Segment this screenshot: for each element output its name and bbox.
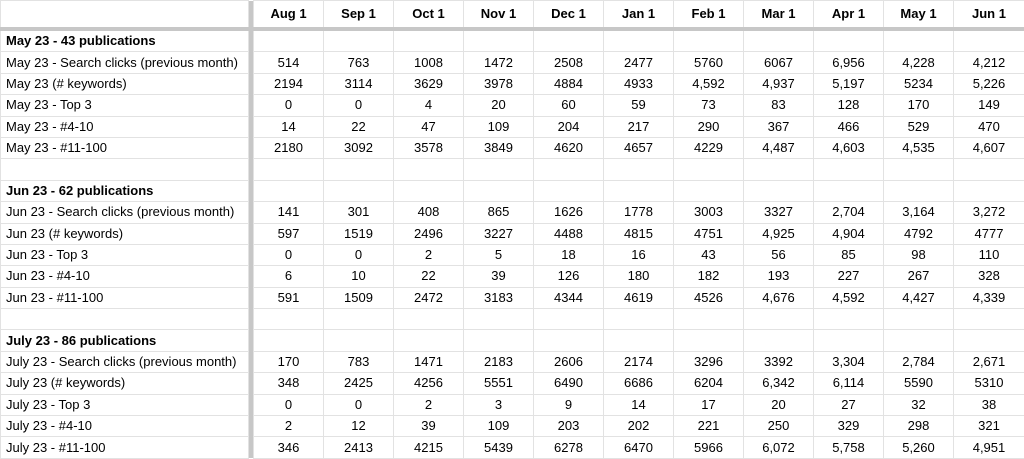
value-cell[interactable]: 6278 xyxy=(534,437,604,458)
value-cell[interactable]: 5,260 xyxy=(884,437,954,458)
value-cell[interactable]: 2425 xyxy=(324,373,394,394)
value-cell[interactable]: 4933 xyxy=(604,73,674,94)
value-cell[interactable]: 110 xyxy=(954,244,1024,265)
value-cell[interactable]: 4751 xyxy=(674,223,744,244)
value-cell[interactable]: 10 xyxy=(324,266,394,287)
value-cell[interactable]: 3183 xyxy=(464,287,534,308)
table-row xyxy=(1,202,1024,223)
value-cell[interactable]: 5 xyxy=(464,244,534,265)
value-cell[interactable]: 763 xyxy=(324,52,394,73)
value-cell[interactable]: 2174 xyxy=(604,351,674,372)
value-cell[interactable]: 3978 xyxy=(464,73,534,94)
value-cell[interactable]: 6470 xyxy=(604,437,674,458)
value-cell[interactable] xyxy=(884,180,954,201)
section-title-cell[interactable]: Jun 23 - 62 publications xyxy=(1,180,249,201)
value-cell[interactable]: 290 xyxy=(674,116,744,137)
value-cell[interactable] xyxy=(674,330,744,351)
value-cell[interactable]: 4,212 xyxy=(954,52,1024,73)
value-cell[interactable] xyxy=(394,180,464,201)
value-cell[interactable]: 4256 xyxy=(394,373,464,394)
header-month-cell[interactable]: Apr 1 xyxy=(814,1,884,30)
header-row xyxy=(1,1,1024,30)
row-label-cell[interactable]: July 23 - Search clicks (previous month) xyxy=(1,351,249,372)
value-cell[interactable]: 3114 xyxy=(324,73,394,94)
table-row xyxy=(1,266,1024,287)
value-cell[interactable]: 466 xyxy=(814,116,884,137)
value-cell[interactable]: 0 xyxy=(324,394,394,415)
value-cell[interactable]: 170 xyxy=(254,351,324,372)
value-cell[interactable]: 141 xyxy=(254,202,324,223)
value-cell[interactable]: 6,072 xyxy=(744,437,814,458)
value-cell[interactable]: 1509 xyxy=(324,287,394,308)
value-cell[interactable] xyxy=(324,159,394,180)
value-cell[interactable]: 6686 xyxy=(604,373,674,394)
value-cell[interactable] xyxy=(814,180,884,201)
value-cell[interactable]: 3092 xyxy=(324,137,394,158)
value-cell[interactable] xyxy=(744,29,814,52)
section-title-row xyxy=(1,330,1024,351)
empty-row xyxy=(1,159,1024,180)
value-cell[interactable]: 193 xyxy=(744,266,814,287)
section-title-row xyxy=(1,29,1024,52)
value-cell[interactable]: 4,592 xyxy=(674,73,744,94)
value-cell[interactable] xyxy=(954,180,1024,201)
value-cell[interactable]: 4,925 xyxy=(744,223,814,244)
header-month-cell[interactable]: Oct 1 xyxy=(394,1,464,30)
value-cell[interactable]: 3392 xyxy=(744,351,814,372)
value-cell[interactable]: 4,676 xyxy=(744,287,814,308)
table-row xyxy=(1,287,1024,308)
value-cell[interactable] xyxy=(394,309,464,330)
value-cell[interactable]: 17 xyxy=(674,394,744,415)
header-month-cell[interactable]: May 1 xyxy=(884,1,954,30)
header-month-cell[interactable]: Feb 1 xyxy=(674,1,744,30)
value-cell[interactable]: 2,784 xyxy=(884,351,954,372)
table-body xyxy=(1,29,1024,458)
value-cell[interactable] xyxy=(464,159,534,180)
value-cell[interactable] xyxy=(604,180,674,201)
value-cell[interactable]: 18 xyxy=(534,244,604,265)
value-cell[interactable]: 529 xyxy=(884,116,954,137)
value-cell[interactable] xyxy=(604,159,674,180)
value-cell[interactable]: 4488 xyxy=(534,223,604,244)
value-cell[interactable]: 5,226 xyxy=(954,73,1024,94)
value-cell[interactable]: 109 xyxy=(464,416,534,437)
value-cell[interactable]: 6,956 xyxy=(814,52,884,73)
value-cell[interactable]: 470 xyxy=(954,116,1024,137)
value-cell[interactable]: 329 xyxy=(814,416,884,437)
row-label-cell[interactable] xyxy=(1,159,249,180)
value-cell[interactable]: 27 xyxy=(814,394,884,415)
value-cell[interactable]: 514 xyxy=(254,52,324,73)
value-cell[interactable] xyxy=(324,180,394,201)
section-title-cell[interactable]: May 23 - 43 publications xyxy=(1,29,249,52)
value-cell[interactable]: 4,607 xyxy=(954,137,1024,158)
value-cell[interactable]: 109 xyxy=(464,116,534,137)
row-label-cell[interactable]: July 23 - #4-10 xyxy=(1,416,249,437)
value-cell[interactable]: 4 xyxy=(394,95,464,116)
value-cell[interactable]: 4,937 xyxy=(744,73,814,94)
header-month-cell[interactable]: Sep 1 xyxy=(324,1,394,30)
value-cell[interactable]: 2472 xyxy=(394,287,464,308)
value-cell[interactable]: 328 xyxy=(954,266,1024,287)
value-cell[interactable] xyxy=(394,159,464,180)
value-cell[interactable]: 1519 xyxy=(324,223,394,244)
value-cell[interactable]: 0 xyxy=(324,244,394,265)
value-cell[interactable]: 1471 xyxy=(394,351,464,372)
value-cell[interactable]: 217 xyxy=(604,116,674,137)
value-cell[interactable] xyxy=(464,29,534,52)
value-cell[interactable]: 4229 xyxy=(674,137,744,158)
value-cell[interactable]: 47 xyxy=(394,116,464,137)
header-month-cell[interactable]: Jan 1 xyxy=(604,1,674,30)
value-cell[interactable]: 60 xyxy=(534,95,604,116)
value-cell[interactable]: 2 xyxy=(254,416,324,437)
value-cell[interactable]: 4,603 xyxy=(814,137,884,158)
value-cell[interactable] xyxy=(254,330,324,351)
value-cell[interactable]: 2183 xyxy=(464,351,534,372)
value-cell[interactable]: 3,304 xyxy=(814,351,884,372)
header-month-cell[interactable]: Nov 1 xyxy=(464,1,534,30)
value-cell[interactable]: 3578 xyxy=(394,137,464,158)
value-cell[interactable]: 3,164 xyxy=(884,202,954,223)
table-row xyxy=(1,351,1024,372)
table-row xyxy=(1,223,1024,244)
value-cell[interactable]: 38 xyxy=(954,394,1024,415)
value-cell[interactable]: 4526 xyxy=(674,287,744,308)
value-cell[interactable] xyxy=(534,29,604,52)
row-label-cell[interactable]: July 23 (# keywords) xyxy=(1,373,249,394)
header-month-cell[interactable]: Aug 1 xyxy=(254,1,324,30)
row-label-cell[interactable]: July 23 - Top 3 xyxy=(1,394,249,415)
value-cell[interactable]: 2,704 xyxy=(814,202,884,223)
value-cell[interactable]: 56 xyxy=(744,244,814,265)
value-cell[interactable]: 59 xyxy=(604,95,674,116)
value-cell[interactable]: 5966 xyxy=(674,437,744,458)
value-cell[interactable] xyxy=(604,309,674,330)
row-label-cell[interactable]: Jun 23 - #11-100 xyxy=(1,287,249,308)
value-cell[interactable]: 1008 xyxy=(394,52,464,73)
row-label-cell[interactable]: Jun 23 - Top 3 xyxy=(1,244,249,265)
table-row xyxy=(1,137,1024,158)
row-label-cell[interactable]: Jun 23 - #4-10 xyxy=(1,266,249,287)
value-cell[interactable]: 0 xyxy=(254,244,324,265)
value-cell[interactable]: 6,342 xyxy=(744,373,814,394)
value-cell[interactable]: 170 xyxy=(884,95,954,116)
row-label-cell[interactable]: July 23 - #11-100 xyxy=(1,437,249,458)
value-cell[interactable]: 2508 xyxy=(534,52,604,73)
value-cell[interactable]: 2194 xyxy=(254,73,324,94)
value-cell[interactable]: 227 xyxy=(814,266,884,287)
value-cell[interactable]: 2477 xyxy=(604,52,674,73)
value-cell[interactable]: 4,487 xyxy=(744,137,814,158)
value-cell[interactable] xyxy=(674,180,744,201)
value-cell[interactable] xyxy=(744,330,814,351)
value-cell[interactable]: 3629 xyxy=(394,73,464,94)
value-cell[interactable] xyxy=(814,29,884,52)
value-cell[interactable]: 4,339 xyxy=(954,287,1024,308)
value-cell[interactable]: 39 xyxy=(394,416,464,437)
value-cell[interactable]: 3849 xyxy=(464,137,534,158)
value-cell[interactable] xyxy=(744,309,814,330)
value-cell[interactable] xyxy=(954,29,1024,52)
value-cell[interactable]: 32 xyxy=(884,394,954,415)
value-cell[interactable] xyxy=(744,159,814,180)
value-cell[interactable]: 204 xyxy=(534,116,604,137)
value-cell[interactable]: 346 xyxy=(254,437,324,458)
value-cell[interactable]: 4215 xyxy=(394,437,464,458)
row-label-cell[interactable]: May 23 - #4-10 xyxy=(1,116,249,137)
value-cell[interactable]: 0 xyxy=(324,95,394,116)
value-cell[interactable] xyxy=(464,180,534,201)
table-row xyxy=(1,52,1024,73)
value-cell[interactable]: 591 xyxy=(254,287,324,308)
value-cell[interactable] xyxy=(534,330,604,351)
empty-row xyxy=(1,309,1024,330)
value-cell[interactable]: 14 xyxy=(254,116,324,137)
table-row xyxy=(1,437,1024,458)
value-cell[interactable]: 250 xyxy=(744,416,814,437)
table-row xyxy=(1,116,1024,137)
value-cell[interactable]: 182 xyxy=(674,266,744,287)
value-cell[interactable]: 22 xyxy=(394,266,464,287)
value-cell[interactable]: 4815 xyxy=(604,223,674,244)
value-cell[interactable] xyxy=(884,29,954,52)
value-cell[interactable]: 5551 xyxy=(464,373,534,394)
value-cell[interactable] xyxy=(254,159,324,180)
value-cell[interactable]: 85 xyxy=(814,244,884,265)
value-cell[interactable]: 4620 xyxy=(534,137,604,158)
value-cell[interactable]: 20 xyxy=(464,95,534,116)
value-cell[interactable] xyxy=(814,159,884,180)
value-cell[interactable] xyxy=(884,309,954,330)
value-cell[interactable]: 4,535 xyxy=(884,137,954,158)
value-cell[interactable] xyxy=(814,330,884,351)
value-cell[interactable]: 783 xyxy=(324,351,394,372)
value-cell[interactable]: 180 xyxy=(604,266,674,287)
value-cell[interactable] xyxy=(744,180,814,201)
value-cell[interactable] xyxy=(814,309,884,330)
value-cell[interactable]: 321 xyxy=(954,416,1024,437)
table-row xyxy=(1,73,1024,94)
value-cell[interactable]: 5,758 xyxy=(814,437,884,458)
value-cell[interactable]: 298 xyxy=(884,416,954,437)
value-cell[interactable]: 2 xyxy=(394,394,464,415)
table-row xyxy=(1,95,1024,116)
value-cell[interactable]: 3003 xyxy=(674,202,744,223)
value-cell[interactable]: 4,592 xyxy=(814,287,884,308)
value-cell[interactable]: 5760 xyxy=(674,52,744,73)
value-cell[interactable]: 9 xyxy=(534,394,604,415)
value-cell[interactable]: 221 xyxy=(674,416,744,437)
value-cell[interactable]: 3296 xyxy=(674,351,744,372)
table-row xyxy=(1,416,1024,437)
value-cell[interactable]: 22 xyxy=(324,116,394,137)
value-cell[interactable]: 149 xyxy=(954,95,1024,116)
row-label-cell[interactable]: Jun 23 - Search clicks (previous month) xyxy=(1,202,249,223)
value-cell[interactable]: 367 xyxy=(744,116,814,137)
header-month-cell[interactable]: Jun 1 xyxy=(954,1,1024,30)
value-cell[interactable]: 126 xyxy=(534,266,604,287)
value-cell[interactable]: 128 xyxy=(814,95,884,116)
value-cell[interactable]: 4657 xyxy=(604,137,674,158)
value-cell[interactable]: 3,272 xyxy=(954,202,1024,223)
value-cell[interactable]: 5439 xyxy=(464,437,534,458)
value-cell[interactable] xyxy=(324,309,394,330)
value-cell[interactable]: 3227 xyxy=(464,223,534,244)
value-cell[interactable]: 2180 xyxy=(254,137,324,158)
value-cell[interactable] xyxy=(884,330,954,351)
value-cell[interactable]: 83 xyxy=(744,95,814,116)
value-cell[interactable] xyxy=(534,180,604,201)
value-cell[interactable]: 2,671 xyxy=(954,351,1024,372)
value-cell[interactable]: 597 xyxy=(254,223,324,244)
value-cell[interactable]: 1472 xyxy=(464,52,534,73)
value-cell[interactable]: 2496 xyxy=(394,223,464,244)
value-cell[interactable] xyxy=(534,309,604,330)
value-cell[interactable] xyxy=(604,330,674,351)
value-cell[interactable]: 20 xyxy=(744,394,814,415)
value-cell[interactable] xyxy=(674,309,744,330)
value-cell[interactable]: 5590 xyxy=(884,373,954,394)
value-cell[interactable]: 39 xyxy=(464,266,534,287)
value-cell[interactable]: 267 xyxy=(884,266,954,287)
value-cell[interactable]: 4777 xyxy=(954,223,1024,244)
value-cell[interactable] xyxy=(954,159,1024,180)
row-label-cell[interactable] xyxy=(1,309,249,330)
value-cell[interactable]: 4619 xyxy=(604,287,674,308)
value-cell[interactable]: 202 xyxy=(604,416,674,437)
value-cell[interactable] xyxy=(254,29,324,52)
value-cell[interactable]: 2 xyxy=(394,244,464,265)
value-cell[interactable]: 203 xyxy=(534,416,604,437)
row-label-cell[interactable]: May 23 - Search clicks (previous month) xyxy=(1,52,249,73)
table-row xyxy=(1,394,1024,415)
value-cell[interactable] xyxy=(884,159,954,180)
value-cell[interactable]: 0 xyxy=(254,95,324,116)
row-label-cell[interactable]: Jun 23 (# keywords) xyxy=(1,223,249,244)
value-cell[interactable] xyxy=(464,309,534,330)
section-title-cell[interactable]: July 23 - 86 publications xyxy=(1,330,249,351)
value-cell[interactable] xyxy=(604,29,674,52)
value-cell[interactable]: 4,904 xyxy=(814,223,884,244)
value-cell[interactable] xyxy=(394,29,464,52)
row-label-cell[interactable]: May 23 - Top 3 xyxy=(1,95,249,116)
value-cell[interactable] xyxy=(534,159,604,180)
value-cell[interactable]: 301 xyxy=(324,202,394,223)
value-cell[interactable]: 6 xyxy=(254,266,324,287)
value-cell[interactable]: 3 xyxy=(464,394,534,415)
value-cell[interactable]: 5234 xyxy=(884,73,954,94)
value-cell[interactable]: 4,228 xyxy=(884,52,954,73)
value-cell[interactable] xyxy=(394,330,464,351)
value-cell[interactable]: 4,951 xyxy=(954,437,1024,458)
table-row xyxy=(1,373,1024,394)
value-cell[interactable]: 16 xyxy=(604,244,674,265)
value-cell[interactable] xyxy=(954,330,1024,351)
value-cell[interactable]: 3327 xyxy=(744,202,814,223)
value-cell[interactable]: 5,197 xyxy=(814,73,884,94)
value-cell[interactable] xyxy=(254,309,324,330)
section-title-row xyxy=(1,180,1024,201)
value-cell[interactable]: 6204 xyxy=(674,373,744,394)
value-cell[interactable]: 6,114 xyxy=(814,373,884,394)
value-cell[interactable]: 12 xyxy=(324,416,394,437)
value-cell[interactable]: 865 xyxy=(464,202,534,223)
header-corner-cell[interactable] xyxy=(1,1,249,30)
value-cell[interactable]: 6490 xyxy=(534,373,604,394)
value-cell[interactable] xyxy=(954,309,1024,330)
value-cell[interactable]: 4,427 xyxy=(884,287,954,308)
value-cell[interactable]: 348 xyxy=(254,373,324,394)
value-cell[interactable]: 14 xyxy=(604,394,674,415)
value-cell[interactable] xyxy=(464,330,534,351)
value-cell[interactable]: 1626 xyxy=(534,202,604,223)
value-cell[interactable]: 98 xyxy=(884,244,954,265)
value-cell[interactable]: 1778 xyxy=(604,202,674,223)
value-cell[interactable] xyxy=(324,330,394,351)
value-cell[interactable]: 6067 xyxy=(744,52,814,73)
row-label-cell[interactable]: May 23 - #11-100 xyxy=(1,137,249,158)
value-cell[interactable] xyxy=(674,159,744,180)
value-cell[interactable]: 2413 xyxy=(324,437,394,458)
value-cell[interactable]: 43 xyxy=(674,244,744,265)
value-cell[interactable]: 4792 xyxy=(884,223,954,244)
header-month-cell[interactable]: Dec 1 xyxy=(534,1,604,30)
header-month-cell[interactable]: Mar 1 xyxy=(744,1,814,30)
value-cell[interactable]: 73 xyxy=(674,95,744,116)
table-row xyxy=(1,244,1024,265)
value-cell[interactable]: 0 xyxy=(254,394,324,415)
value-cell[interactable] xyxy=(674,29,744,52)
value-cell[interactable]: 408 xyxy=(394,202,464,223)
value-cell[interactable]: 4344 xyxy=(534,287,604,308)
value-cell[interactable]: 4884 xyxy=(534,73,604,94)
value-cell[interactable] xyxy=(254,180,324,201)
value-cell[interactable]: 2606 xyxy=(534,351,604,372)
value-cell[interactable]: 5310 xyxy=(954,373,1024,394)
row-label-cell[interactable]: May 23 (# keywords) xyxy=(1,73,249,94)
value-cell[interactable] xyxy=(324,29,394,52)
